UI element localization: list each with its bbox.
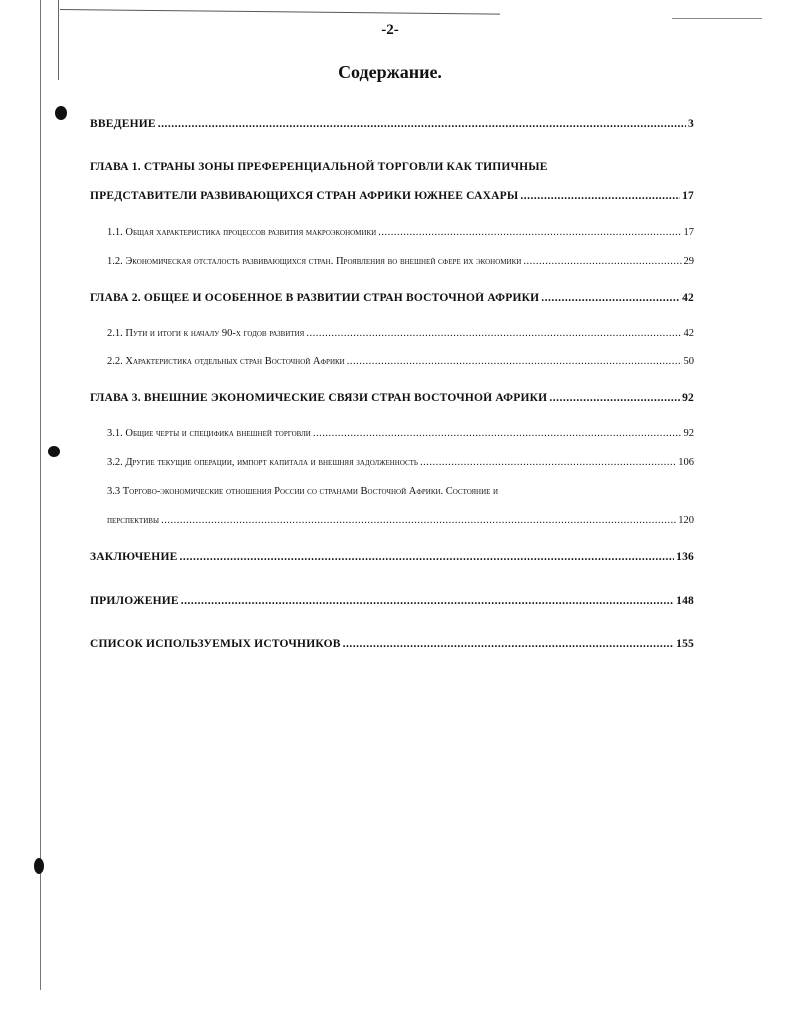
- toc-entry-page: 29: [683, 256, 694, 267]
- toc-entry-label: ЗАКЛЮЧЕНИЕ: [90, 551, 178, 563]
- page-title: Содержание.: [338, 62, 442, 82]
- toc-entry-section-2-2[interactable]: [107, 356, 694, 367]
- page-number: -2-: [381, 22, 399, 38]
- toc-entry-label: СПИСОК ИСПОЛЬЗУЕМЫХ ИСТОЧНИКОВ: [90, 638, 341, 650]
- toc-entry-chapter1-line1[interactable]: ГЛАВА 1. СТРАНЫ ЗОНЫ ПРЕФЕРЕНЦИАЛЬНОЙ ТОРГОВЛИ КАК ТИПИЧНЫЕ: [90, 161, 548, 173]
- toc-entry-label: 2.2. Характеристика отдельных стран Восточной Африки: [107, 356, 345, 367]
- toc-entry-label: ГЛАВА 2. ОБЩЕЕ И ОСОБЕННОЕ В РАЗВИТИИ СТРАН ВОСТОЧНОЙ АФРИКИ: [90, 292, 540, 304]
- toc-entry-sources[interactable]: [90, 638, 694, 650]
- toc-entry-conclusion[interactable]: [90, 551, 694, 563]
- toc-entry-intro[interactable]: [90, 118, 694, 130]
- toc-entry-label: 3.1. Общие черты и специфика внешней торговли: [107, 428, 311, 439]
- toc-entry-section-2-1[interactable]: [107, 328, 694, 339]
- toc-leader-dots: [523, 256, 681, 267]
- toc-entry-page: 136: [676, 551, 694, 563]
- toc-leader-dots: [306, 328, 681, 339]
- toc-entry-page: 92: [682, 392, 694, 404]
- toc-entry-section-1-2[interactable]: [107, 256, 694, 267]
- toc-entry-page: 148: [676, 595, 694, 607]
- toc-entry-chapter1[interactable]: [90, 190, 694, 202]
- punch-hole-mark: [55, 106, 67, 120]
- toc-leader-dots: [181, 595, 674, 607]
- toc-entry-chapter3[interactable]: [90, 392, 694, 404]
- toc-leader-dots: [347, 356, 682, 367]
- toc-entry-page: 42: [683, 328, 694, 339]
- toc-entry-page: 155: [676, 638, 694, 650]
- toc-entry-section-3-3-line1[interactable]: 3.3 Торгово-экономические отношения России со странами Восточной Африки. Состояние и: [107, 486, 499, 497]
- toc-entry-page: 92: [683, 428, 694, 439]
- toc-entry-page: 17: [682, 190, 694, 202]
- toc-leader-dots: [161, 515, 676, 526]
- toc-entry-label: ПРИЛОЖЕНИЕ: [90, 595, 179, 607]
- punch-hole-mark: [48, 446, 60, 457]
- toc-leader-dots: [378, 227, 681, 238]
- toc-leader-dots: [420, 457, 676, 468]
- toc-entry-appendix[interactable]: [90, 595, 694, 607]
- scan-edge-left: [40, 0, 41, 990]
- toc-entry-section-3-2[interactable]: [107, 457, 694, 468]
- toc-leader-dots: [549, 392, 680, 404]
- toc-entry-section-3-1[interactable]: [107, 428, 694, 439]
- toc-entry-label: 1.1. Общая характеристика процессов развития макроэкономики: [107, 227, 377, 238]
- toc-leader-dots: [541, 292, 680, 304]
- toc-entry-page: 3: [688, 118, 694, 130]
- toc-entry-page: 50: [683, 356, 694, 367]
- toc-leader-dots: [313, 428, 682, 439]
- toc-entry-page: 106: [678, 457, 694, 468]
- toc-entry-chapter2[interactable]: [90, 292, 694, 304]
- scan-edge-top-right: [672, 18, 762, 19]
- toc-leader-dots: [520, 190, 680, 202]
- toc-entry-label: ПРЕДСТАВИТЕЛИ РАЗВИВАЮЩИХСЯ СТРАН АФРИКИ ЮЖНЕЕ САХАРЫ: [90, 190, 519, 202]
- toc-entry-page: 120: [678, 515, 694, 526]
- toc-entry-page: 42: [682, 292, 694, 304]
- toc-entry-section-3-3[interactable]: [107, 515, 694, 526]
- toc-entry-label: перспективы: [107, 515, 160, 526]
- toc-entry-label: 3.2. Другие текущие операции, импорт капитала и внешняя задолженность: [107, 457, 418, 468]
- punch-hole-mark: [34, 858, 44, 874]
- toc-entry-section-1-1[interactable]: [107, 227, 694, 238]
- toc-entry-label: 2.1. Пути и итоги к началу 90-х годов развития: [107, 328, 305, 339]
- toc-entry-label: 1.2. Экономическая отсталость развивающихся стран. Проявления во внешней сфере их экономики: [107, 256, 522, 267]
- toc-entry-page: 17: [683, 227, 694, 238]
- toc-entry-label: ГЛАВА 3. ВНЕШНИЕ ЭКОНОМИЧЕСКИЕ СВЯЗИ СТРАН ВОСТОЧНОЙ АФРИКИ: [90, 392, 548, 404]
- toc-entry-label: ВВЕДЕНИЕ: [90, 118, 156, 130]
- scan-edge-top: [60, 9, 500, 15]
- toc-leader-dots: [179, 551, 674, 563]
- toc-leader-dots: [343, 638, 675, 650]
- toc-leader-dots: [158, 118, 686, 130]
